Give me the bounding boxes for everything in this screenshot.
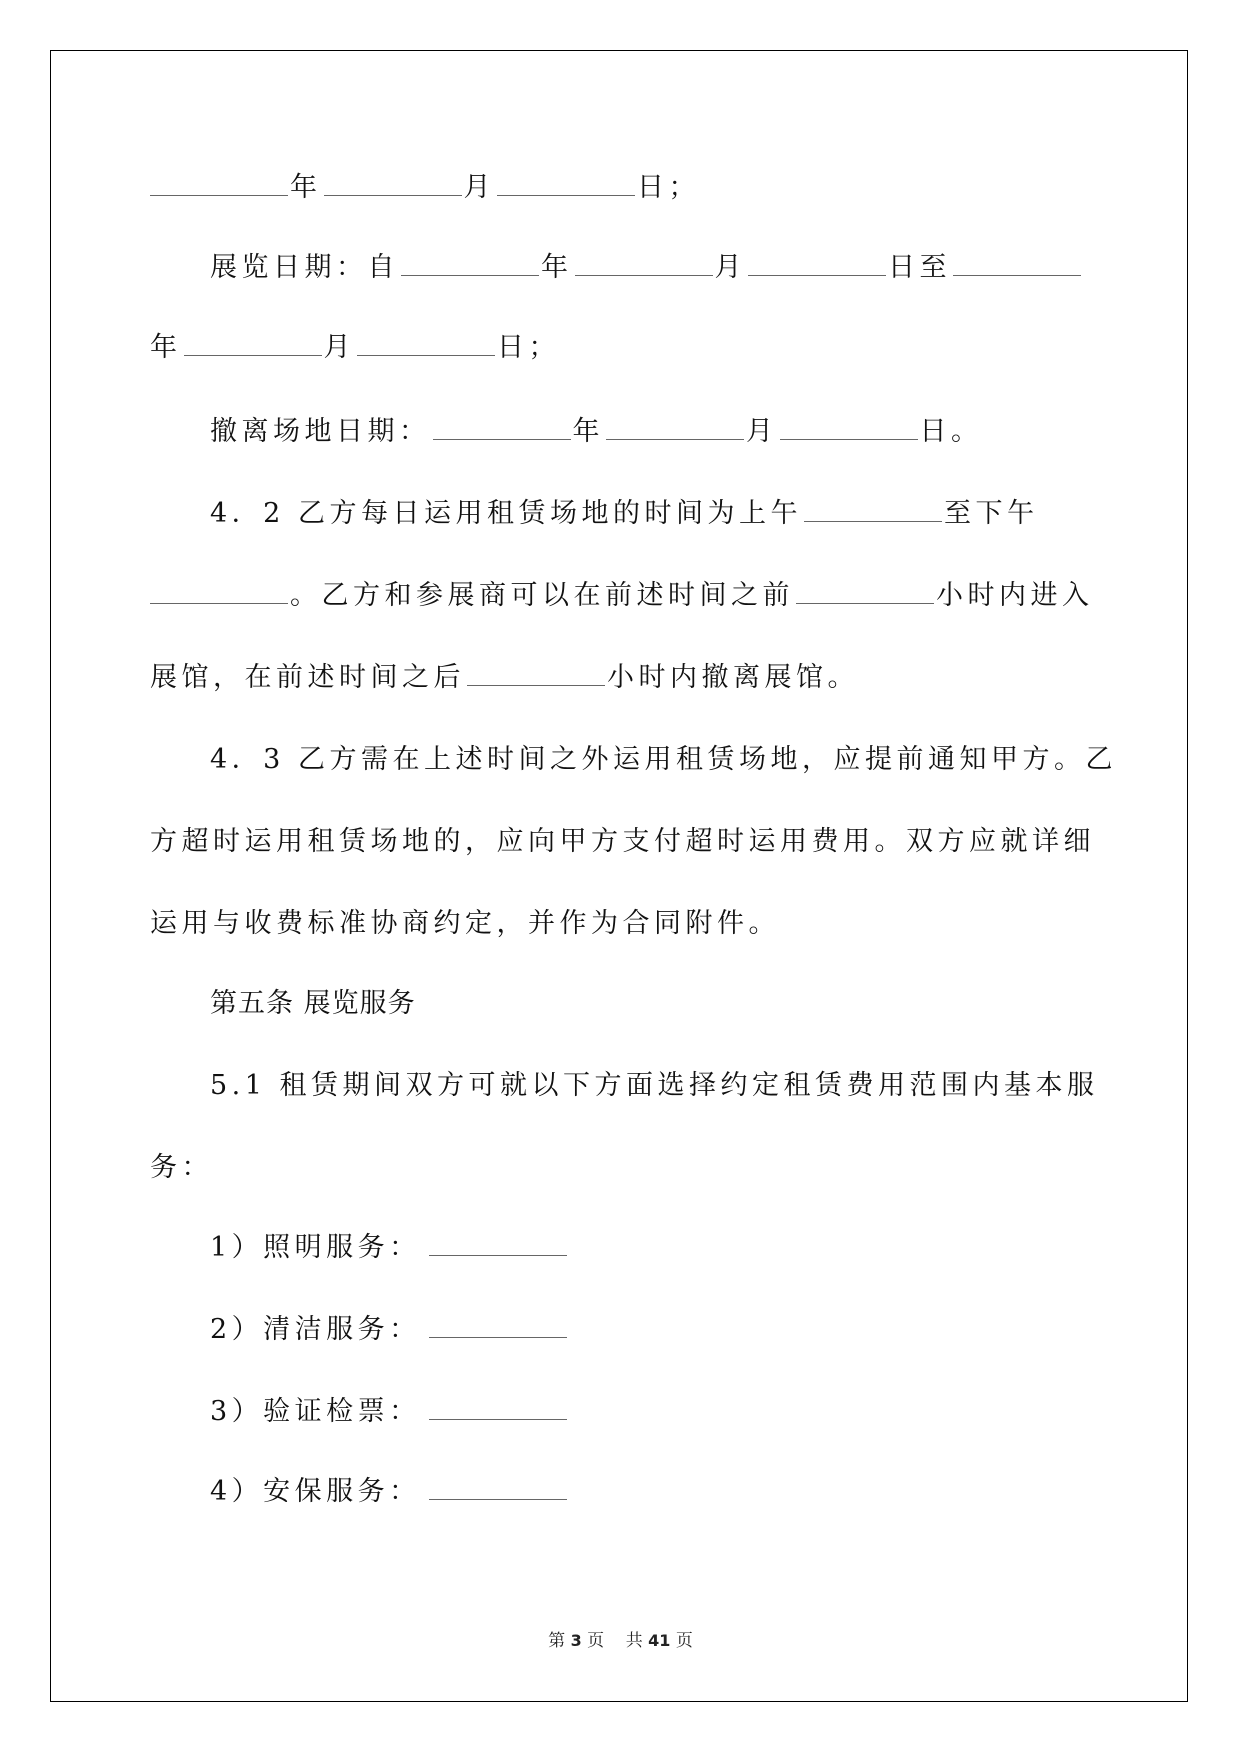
service-label: 2）清洁服务：	[210, 1314, 421, 1345]
service-item-cleaning	[150, 1310, 1090, 1350]
blank-field[interactable]	[429, 1233, 567, 1256]
blank-field[interactable]	[796, 581, 934, 604]
text-segment: 小时内进入	[936, 580, 1094, 611]
total-pages-number: 41	[648, 1631, 671, 1650]
service-item-ticket-check	[150, 1392, 1090, 1432]
current-page-number: 3	[570, 1631, 582, 1650]
service-label: 4）安保服务：	[210, 1476, 421, 1507]
blank-field[interactable]	[953, 253, 1081, 276]
clause-4-2-line-2	[150, 576, 1094, 616]
text-segment: 月	[323, 332, 355, 363]
blank-field[interactable]	[606, 417, 744, 440]
exhibition-date-line	[150, 248, 1090, 288]
text-segment: 4．2 乙方每日运用租赁场地的时间为上午	[210, 498, 802, 529]
blank-field[interactable]	[433, 417, 571, 440]
text-segment: 展馆，在前述时间之后	[150, 662, 465, 693]
text-segment: 。乙方和参展商可以在前述时间之前	[290, 580, 794, 611]
total-prefix: 共	[625, 1631, 643, 1651]
clause-4-3-line-1: 4．3 乙方需在上述时间之外运用租赁场地，应提前通知甲方。乙	[210, 744, 1117, 775]
service-label: 1）照明服务：	[210, 1232, 421, 1263]
date-line-start-end	[150, 168, 1090, 208]
page-border	[50, 50, 1188, 1702]
clause-4-3-line-2: 方超时运用租赁场地的，应向甲方支付超时运用费用。双方应就详细	[150, 826, 1095, 857]
page-prefix: 第	[548, 1631, 566, 1651]
blank-field[interactable]	[467, 663, 605, 686]
blank-field[interactable]	[497, 173, 635, 196]
page-footer	[0, 1626, 1241, 1651]
clause-5-1-line-1: 5.1 租赁期间双方可就以下方面选择约定租赁费用范围内基本服	[210, 1070, 1099, 1101]
clause-4-2-line-3	[150, 658, 1090, 698]
blank-field[interactable]	[429, 1477, 567, 1500]
text-segment: 撤离场地日期：	[210, 416, 431, 447]
blank-field[interactable]	[575, 253, 713, 276]
clause-4-2-line-1	[150, 494, 1090, 534]
text-segment: 日；	[637, 172, 700, 203]
clause-5-1-line-2: 务：	[150, 1152, 213, 1183]
page-suffix: 页	[587, 1631, 605, 1651]
blank-field[interactable]	[184, 333, 322, 356]
text-segment: 月	[714, 252, 746, 283]
service-item-lighting	[150, 1228, 1090, 1268]
section-heading: 第五条 展览服务	[210, 988, 416, 1019]
text-segment: 年	[541, 252, 573, 283]
clause-4-3-line-3: 运用与收费标准协商约定，并作为合同附件。	[150, 908, 780, 939]
move-out-date-line	[150, 412, 1090, 452]
text-segment: 日至	[888, 252, 951, 283]
blank-field[interactable]	[357, 333, 495, 356]
text-segment: 至下午	[943, 498, 1039, 529]
text-segment: 小时内撤离展馆。	[607, 662, 859, 693]
total-suffix: 页	[675, 1631, 693, 1651]
blank-field[interactable]	[401, 253, 539, 276]
blank-field[interactable]	[804, 499, 942, 522]
blank-field[interactable]	[780, 417, 918, 440]
text-segment: 展览日期：自	[210, 252, 399, 283]
text-segment: 日。	[919, 416, 983, 447]
service-label: 3）验证检票：	[210, 1396, 421, 1427]
exhibition-date-end-line	[150, 328, 1090, 368]
text-segment: 日；	[497, 332, 560, 363]
blank-field[interactable]	[324, 173, 462, 196]
service-item-security	[150, 1472, 1090, 1512]
blank-field[interactable]	[150, 581, 288, 604]
text-segment: 月	[746, 416, 778, 447]
blank-field[interactable]	[429, 1315, 567, 1338]
blank-field[interactable]	[429, 1397, 567, 1420]
text-segment: 年	[150, 332, 182, 363]
text-segment: 年	[572, 416, 604, 447]
blank-field[interactable]	[748, 253, 886, 276]
text-segment: 年	[290, 172, 322, 203]
blank-field[interactable]	[150, 173, 288, 196]
text-segment: 月	[463, 172, 495, 203]
